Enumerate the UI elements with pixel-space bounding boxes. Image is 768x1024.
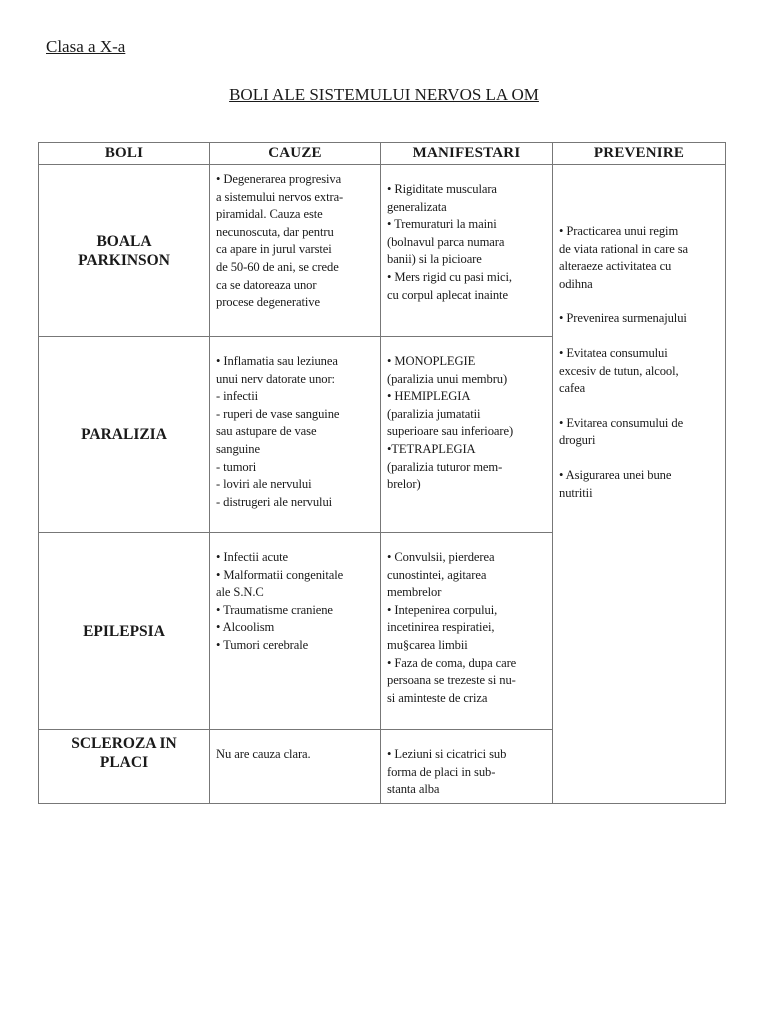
prevenire-list	[553, 165, 725, 502]
manifestari-text: • MONOPLEGIE (paralizia unui membru) • HEMIPLEGIA (paralizia jumatatii superioare sau inferioare) •TETRAPLEGIA (paralizia tuturor mem- brelor)	[387, 354, 514, 492]
disease-name-text: SCLEROZA IN PLACI	[71, 735, 177, 771]
manifestari-text: • Leziuni si cicatrici sub forma de placi in sub- stanta alba	[387, 747, 507, 797]
cauze-text: • Infectii acute • Malformatii congenitale ale S.N.C • Traumatisme craniene • Alcoolism • Tumori cerebrale	[216, 550, 344, 652]
disease-name	[39, 730, 210, 804]
header-prevenire: PREVENIRE	[553, 143, 726, 165]
prevenire-item: • Evitarea consumului de droguri	[559, 415, 684, 448]
class-label: Clasa a X-a	[46, 37, 126, 56]
document-title: BOLI ALE SISTEMULUI NERVOS LA OM	[229, 85, 539, 104]
table-header-row	[39, 143, 726, 165]
cauze-cell	[210, 533, 381, 730]
prevenire-item: • Asigurarea unei bune nutritii	[559, 467, 672, 500]
cauze-cell	[210, 730, 381, 804]
disease-name-text: EPILEPSIA	[83, 622, 165, 640]
prevenire-item: • Prevenirea surmenajului	[559, 311, 687, 326]
header-cauze: CAUZE	[210, 143, 381, 165]
disease-name-text: PARALIZIA	[81, 426, 167, 443]
disease-name	[39, 337, 210, 533]
manifestari-cell	[381, 730, 553, 804]
disease-name	[39, 165, 210, 337]
disease-name	[39, 533, 210, 730]
prevenire-item: • Evitatea consumului excesiv de tutun, alcool, cafea	[559, 345, 679, 396]
cauze-cell	[210, 337, 381, 533]
manifestari-text: • Convulsii, pierderea cunostintei, agitarea membrelor • Intepenirea corpului, incetinirea respiratiei, mu§carea limbii • Faza de coma, dupa care persoana se trezeste si nu- si aminteste de criza	[387, 550, 517, 705]
disease-name-text: BOALA PARKINSON	[78, 232, 170, 269]
cauze-text: • Inflamatia sau leziunea unui nerv datorate unor: - infectii - ruperi de vase sanguine sau astupare de vase sanguine - tumori - loviri ale nervului - distrugeri ale nervului	[216, 354, 340, 509]
manifestari-cell	[381, 337, 553, 533]
manifestari-cell	[381, 533, 553, 730]
cauze-cell	[210, 165, 381, 337]
prevenire-cell	[553, 165, 726, 804]
manifestari-cell	[381, 165, 553, 337]
prevenire-item: • Practicarea unui regim de viata rational in care sa alteraeze activitatea cu odihna	[559, 224, 689, 291]
diseases-table	[38, 142, 726, 804]
cauze-text: Nu are cauza clara.	[216, 747, 311, 761]
manifestari-text: • Rigiditate musculara generalizata • Tremuraturi la maini (bolnavul parca numara banii) si la picioare • Mers rigid cu pasi mici, cu corpul aplecat inainte	[387, 182, 512, 302]
cauze-text: • Degenerarea progresiva a sistemului nervos extra- piramidal. Cauza este necunoscuta, dar pentru ca apare in jurul varstei de 50-60 de ani, se crede ca se datoreaza unor procese degenerative	[216, 172, 344, 310]
header-boli: BOLI	[39, 143, 210, 165]
table-row	[39, 165, 726, 337]
header-manifestari: MANIFESTARI	[381, 143, 553, 165]
